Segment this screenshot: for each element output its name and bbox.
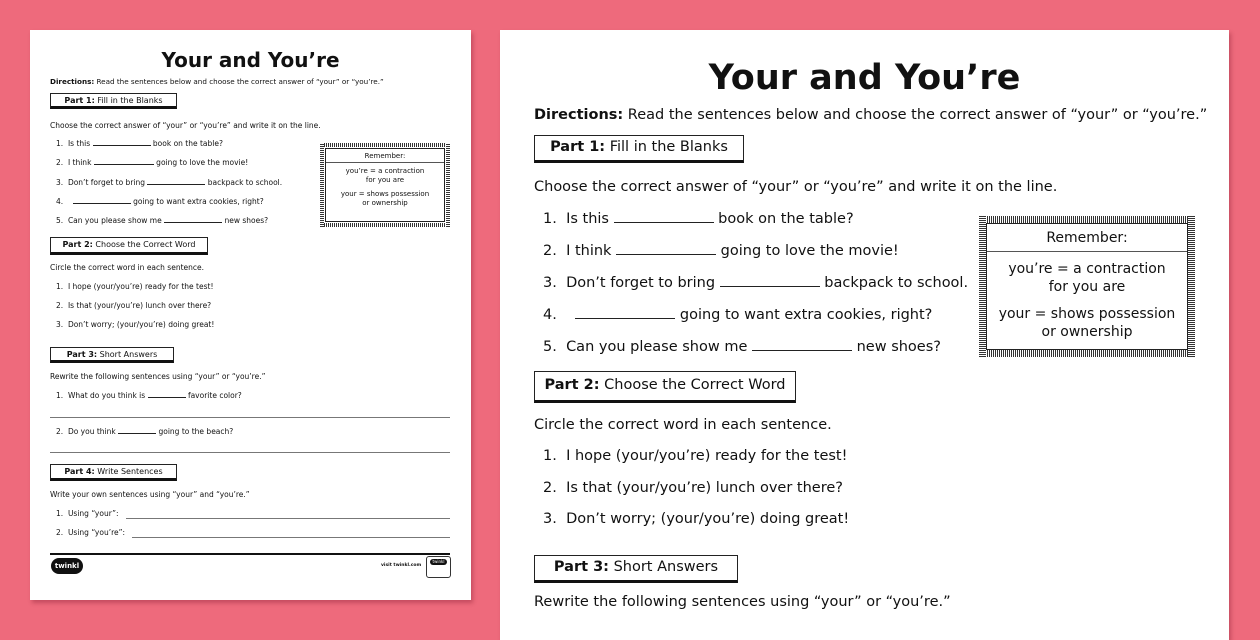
answer-line <box>126 518 450 519</box>
twinkl-logo: twinkl <box>51 558 83 574</box>
part2-heading <box>50 237 208 255</box>
part3-item: 1. What do you think is favorite color? <box>56 391 242 400</box>
part1-item: 5. Can you please show me new shoes? <box>543 339 941 355</box>
remember-line: or ownership <box>1041 324 1133 340</box>
part3-item: 2. Do you think going to the beach? <box>56 427 234 436</box>
part1-item: 3. Don’t forget to bring backpack to school. <box>56 178 283 187</box>
part1-item: 5. Can you please show me new shoes? <box>56 216 269 225</box>
part1-instruction: Choose the correct answer of “your” or “you’re” and write it on the line. <box>50 121 321 130</box>
remember-border <box>320 223 450 227</box>
badge-label: twinkl <box>430 559 447 565</box>
part1-heading <box>50 93 177 109</box>
answer-line <box>132 537 450 538</box>
directions <box>534 107 1207 123</box>
directions-text: Read the sentences below and choose the correct answer of “your” or “you’re.” <box>94 77 384 86</box>
part4-item: 2. Using “you’re”: <box>56 528 126 537</box>
part1-title: Fill in the Blanks <box>605 139 728 155</box>
directions <box>50 77 384 86</box>
part1-item: 3. Don’t forget to bring backpack to school. <box>543 275 969 291</box>
remember-line: or ownership <box>362 199 408 207</box>
part1-title: Fill in the Blanks <box>94 96 163 105</box>
part2-item: 2. Is that (your/you’re) lunch over there? <box>543 480 843 496</box>
part2-item: 3. Don’t worry; (your/you’re) doing great! <box>56 320 215 329</box>
part1-item: 4. going to want extra cookies, right? <box>56 197 264 206</box>
part3-instruction: Rewrite the following sentences using “your” or “you’re.” <box>534 594 951 610</box>
part2-title: Choose the Correct Word <box>92 240 196 249</box>
remember-border <box>979 216 1195 223</box>
part3-title: Short Answers <box>608 559 719 575</box>
remember-line: your = shows possession <box>998 306 1176 322</box>
part3-instruction: Rewrite the following sentences using “your” or “you’re.” <box>50 372 266 381</box>
part1-item: 2. I think going to love the movie! <box>56 158 249 167</box>
part1-label: Part 1: <box>64 96 95 105</box>
part1-instruction: Choose the correct answer of “your” or “you’re” and write it on the line. <box>534 179 1058 195</box>
remember-box <box>325 148 445 222</box>
remember-line: your = shows possession <box>340 190 430 198</box>
directions-text: Read the sentences below and choose the correct answer of “your” or “you’re.” <box>623 107 1208 123</box>
directions-label: Directions: <box>534 107 624 123</box>
part2-instruction: Circle the correct word in each sentence. <box>534 417 832 433</box>
part2-heading <box>534 371 796 403</box>
answer-line <box>50 452 450 453</box>
remember-border <box>320 143 324 227</box>
answer-line <box>50 417 450 418</box>
part3-label: Part 3: <box>553 559 609 575</box>
footer-url: visit twinkl.com <box>381 563 422 568</box>
worksheet-thumbnail <box>30 30 471 600</box>
remember-border <box>1188 216 1195 357</box>
remember-heading: Remember: <box>326 149 444 163</box>
remember-border <box>446 143 450 227</box>
remember-box <box>986 223 1188 350</box>
part4-item: 1. Using “your”: <box>56 509 119 518</box>
part1-item: 1. Is this book on the table? <box>543 211 854 227</box>
worksheet-zoomed <box>500 30 1229 640</box>
part4-title: Write Sentences <box>94 467 163 476</box>
part3-label: Part 3: <box>66 350 98 359</box>
part4-label: Part 4: <box>64 467 95 476</box>
worksheet-title: Your and You’re <box>161 48 340 72</box>
remember-border <box>320 143 450 147</box>
part2-label: Part 2: <box>62 240 93 249</box>
remember-line: for you are <box>1048 279 1126 295</box>
part2-label: Part 2: <box>544 377 600 393</box>
remember-line: you’re = a contraction <box>1008 261 1166 277</box>
part3-heading <box>50 347 174 363</box>
part3-heading <box>534 555 738 583</box>
remember-heading: Remember: <box>987 224 1187 252</box>
part3-title: Short Answers <box>97 350 158 359</box>
part1-item: 1. Is this book on the table? <box>56 139 223 148</box>
part2-title: Choose the Correct Word <box>599 377 786 393</box>
part1-item: 2. I think going to love the movie! <box>543 243 899 259</box>
remember-line: for you are <box>365 176 405 184</box>
part1-heading <box>534 135 744 163</box>
part2-item: 1. I hope (your/you’re) ready for the test! <box>56 282 214 291</box>
part4-instruction: Write your own sentences using “your” and “you’re.” <box>50 490 250 499</box>
remember-line: you’re = a contraction <box>345 167 425 175</box>
footer-divider <box>50 553 450 555</box>
directions-label: Directions: <box>50 77 95 86</box>
part1-label: Part 1: <box>550 139 606 155</box>
remember-border <box>979 350 1195 357</box>
part4-heading <box>50 464 177 481</box>
part2-item: 3. Don’t worry; (your/you’re) doing great! <box>543 511 850 527</box>
part2-item: 1. I hope (your/you’re) ready for the test! <box>543 448 848 464</box>
worksheet-title: Your and You’re <box>708 58 1021 98</box>
remember-border <box>979 216 986 357</box>
quality-badge <box>426 556 451 578</box>
part2-instruction: Circle the correct word in each sentence. <box>50 263 204 272</box>
part1-item: 4. going to want extra cookies, right? <box>543 307 933 323</box>
part2-item: 2. Is that (your/you’re) lunch over there? <box>56 301 212 310</box>
